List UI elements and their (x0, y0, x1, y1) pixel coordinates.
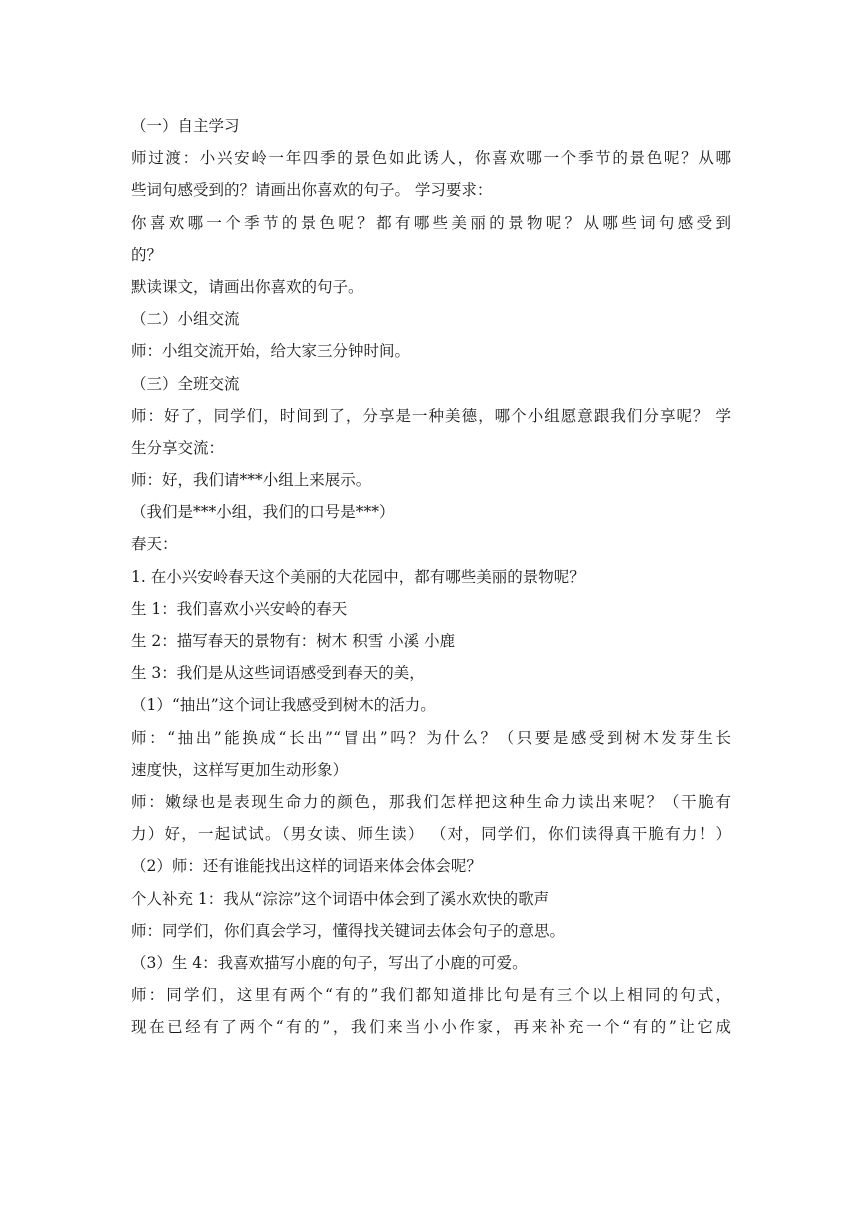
paragraph-line: （2）师：还有谁能找出这样的词语来体会体会呢？ (131, 857, 482, 876)
paragraph-line: 师：好，我们请***小组上来展示。 (131, 471, 372, 490)
paragraph-line: 生分享交流： (131, 438, 225, 457)
paragraph-line: 师：小组交流开始，给大家三分钟时间。 (131, 342, 411, 361)
paragraph-line: 师：嫩绿也是表现生命力的颜色，那我们怎样把这种生命力读出来呢？（干脆有 (131, 792, 731, 811)
paragraph-line: （我们是***小组，我们的口号是***） (131, 503, 395, 522)
paragraph-line: 你喜欢哪一个季节的景色呢？都有哪些美丽的景物呢？从哪些词句感受到 (131, 213, 731, 232)
paragraph-line: （3）生 4：我喜欢描写小鹿的句子，写出了小鹿的可爱。 (131, 953, 528, 972)
paragraph-line: 些词句感受到的？请画出你喜欢的句子。 学习要求： (131, 181, 493, 200)
paragraph-line: 个人补充 1：我从“淙淙”这个词语中体会到了溪水欢快的歌声 (131, 889, 550, 908)
document-body (131, 110, 731, 1043)
paragraph-line: （1）“抽出”这个词让我感受到树木的活力。 (131, 696, 436, 715)
subheading-spring: 春天： (131, 535, 178, 554)
section-heading-self-study: （一）自主学习 (131, 117, 240, 135)
paragraph-line: 师：同学们，这里有两个“有的”我们都知道排比句是有三个以上相同的句式， (131, 986, 731, 1005)
paragraph-line: 默读课文，请画出你喜欢的句子。 (131, 277, 364, 296)
paragraph-line: 师：“抽出”能换成“长出”“冒出”吗？为什么？（只要是感受到树木发芽生长 (131, 728, 731, 747)
paragraph-line: 力）好，一起试试。（男女读、师生读） （对，同学们，你们读得真干脆有力！） (131, 825, 731, 844)
paragraph-line: 师：好了，同学们，时间到了，分享是一种美德，哪个小组愿意跟我们分享呢？ 学 (131, 406, 731, 425)
paragraph-line: 生 3：我们是从这些词语感受到春天的美， (131, 664, 425, 683)
paragraph-line: 的？ (131, 245, 163, 264)
section-heading-class-discussion: （三）全班交流 (131, 374, 240, 393)
paragraph-line: 生 1：我们喜欢小兴安岭的春天 (131, 599, 348, 618)
paragraph-line: 现在已经有了两个“有的”，我们来当小小作家，再来补充一个“有的”让它成 (131, 1018, 731, 1037)
paragraph-line: 师过渡：小兴安岭一年四季的景色如此诱人，你喜欢哪一个季节的景色呢？从哪 (131, 149, 731, 168)
section-heading-group-discussion: （二）小组交流 (131, 310, 240, 329)
paragraph-line: 1. 在小兴安岭春天这个美丽的大花园中，都有哪些美丽的景物呢？ (131, 567, 585, 586)
paragraph-line: 生 2：描写春天的景物有：树木 积雪 小溪 小鹿 (131, 632, 456, 650)
paragraph-line: 师：同学们，你们真会学习，懂得找关键词去体会句子的意思。 (131, 921, 566, 940)
paragraph-line: 速度快，这样写更加生动形象） (131, 760, 349, 779)
